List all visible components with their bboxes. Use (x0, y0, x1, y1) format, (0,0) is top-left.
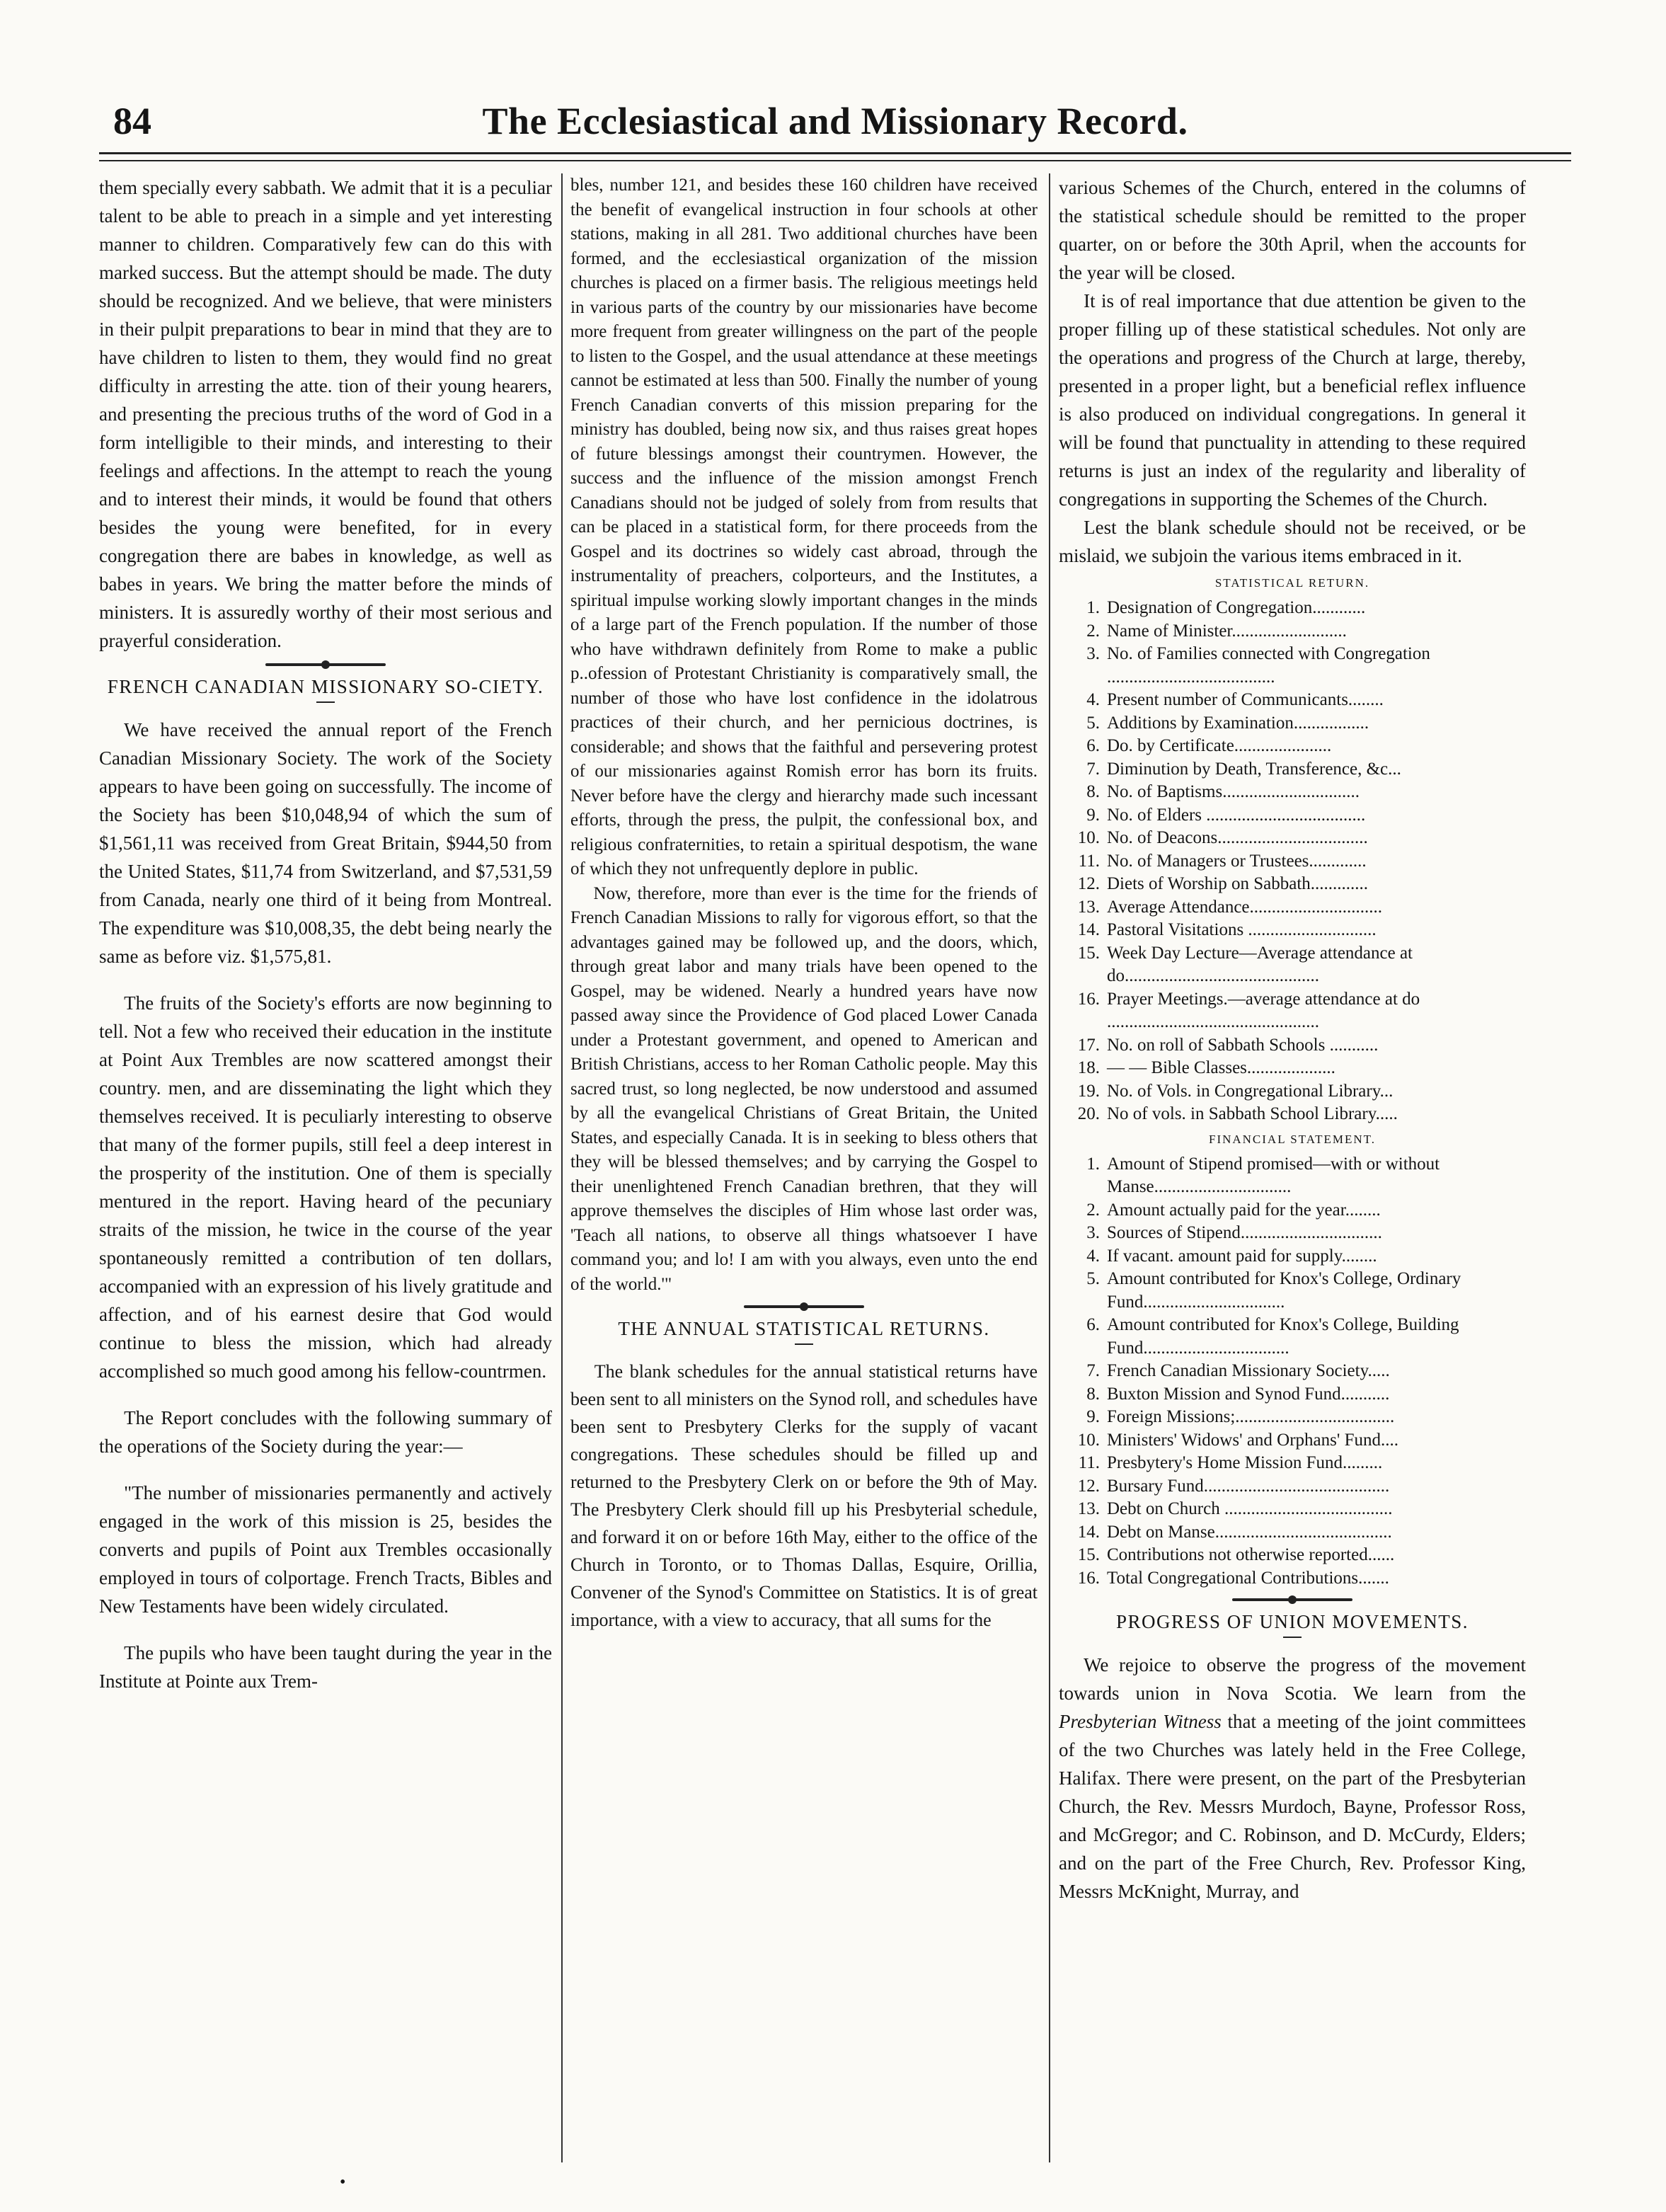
item-text: Presbytery's Home Mission Fund......... (1107, 1453, 1383, 1472)
list-item (1059, 1314, 1526, 1360)
item-text: Week Day Lecture—Average attendance at do............................................ (1107, 943, 1413, 985)
item-number: 11. (1078, 1453, 1100, 1472)
list-item (1059, 1498, 1526, 1521)
item-number: 14. (1077, 920, 1100, 939)
text-run: that a meeting of the joint committees of the two Churches was lately held in the Free College, Halifax. There were present, on the part of the Presbyterian Church, the Rev. Messrs Murdoch, Bayne, Professor Ross, and McGregor; and C. Robinson, and D. McCurdy, Elders; and on the part of the Free Church, Rev. Professor King, Messrs McKnight, Murray, and (1059, 1711, 1526, 1902)
item-text: Designation of Congregation............ (1107, 598, 1366, 617)
item-text: Foreign Missions;.................................... (1107, 1407, 1395, 1426)
header-rule-thin (99, 160, 1571, 161)
heading-dash (316, 701, 335, 703)
paragraph: bles, number 121, and besides these 160 children have received the benefit of evangelical instruction in four schools at other stations, making in all 281. Two additional churches have been formed, and the ecclesiastical organization of the mission churches is placed on a firmer basis. The religious meetings held in various parts of the country by our missionaries have become more frequent from greater willingness on the part of the people to listen to the Gospel, and the usual attendance at these meetings cannot be estimated at less than 500. Finally the number of young French Canadian converts of this mission preparing for the ministry has doubled, being now six, and thus raises great hopes of future blessings amongst their countrymen. However, the success and the influence of the mission amongst French Canadians should not be judged of solely from from results that can be placed in a statistical form, for there proceeds from the Gospel and its doctrines so widely cast abroad, through the instrumentality of preachers, colporteurs, and the Institutes, a spiritual impulse working slowly important changes in the minds of a large part of the French population. If the number of those who have withdrawn definitely from Rome to make a public p..ofession of Protestant Christianity is comparatively small, the number of those who have lost confidence in the idolatrous practices of their church, and her pernicious doctrines, is considerable; and shows that the faithful and persevering protest of our missionaries against Romish error has born its fruits. Never before have the clergy and hierarchy made such incessant efforts, through the press, the pulpit, the confessional box, and religious confraternities, to retain a spiritual despotism, the wane of which they not unfrequently deplore in public. (570, 176, 1038, 878)
column-1 (99, 173, 552, 1695)
item-text: Diets of Worship on Sabbath............. (1107, 874, 1369, 893)
item-text: No. on roll of Sabbath Schools ........... (1107, 1035, 1379, 1055)
financial-statement-list (1059, 1153, 1526, 1591)
paragraph: We have received the annual report of the French Canadian Missionary Society. The work of the Society appears to have been going on successfully. The income of the Society has been $10,048,94 of which the sum of $1,561,11 was received from Great Britain, $944,50 from the United States, $11,74 from Switzerland, and $7,531,59 from Canada, nearly one third of it being from Montreal. The expenditure was $10,008,35, the debt being nearly the same as before viz. $1,575,81. (99, 719, 552, 967)
column-2 (570, 173, 1038, 1634)
item-text: Do. by Certificate...................... (1107, 736, 1332, 755)
item-text: Amount contributed for Knox's College, Building Fund................................. (1107, 1315, 1459, 1358)
list-item (1059, 1521, 1526, 1545)
header-rule (99, 152, 1571, 154)
list-item (1059, 919, 1526, 942)
item-number: 6. (1086, 1315, 1100, 1334)
financial-statement-heading: FINANCIAL STATEMENT. (1208, 1132, 1376, 1146)
item-number: 13. (1077, 1499, 1100, 1518)
item-number: 15. (1077, 943, 1100, 963)
list-item (1059, 1406, 1526, 1429)
section-separator (265, 663, 386, 666)
list-item (1059, 1245, 1526, 1268)
item-text: No. of Elders .................................... (1107, 805, 1366, 825)
list-item (1059, 1222, 1526, 1245)
item-number: 7. (1086, 1361, 1100, 1380)
statistical-return-heading: STATISTICAL RETURN. (1214, 576, 1370, 590)
item-number: 7. (1086, 759, 1100, 779)
item-text: Name of Minister.......................... (1107, 621, 1347, 641)
column-3 (1059, 173, 1526, 1906)
list-item (1059, 988, 1526, 1034)
page-header (113, 99, 1557, 156)
paragraph: The pupils who have been taught during the year in the Institute at Pointe aux Trem- (99, 1642, 552, 1692)
running-title: The Ecclesiastical and Missionary Record. (482, 100, 1188, 142)
item-number: 5. (1086, 1269, 1100, 1288)
item-text: No. of Deacons.................................. (1107, 828, 1368, 847)
list-item (1059, 850, 1526, 873)
item-number: 19. (1077, 1081, 1100, 1101)
item-number: 17. (1077, 1035, 1100, 1055)
item-text: Average Attendance.............................. (1107, 897, 1383, 917)
item-number: 16. (1077, 989, 1100, 1009)
item-text: Debt on Church ...................................... (1107, 1499, 1393, 1518)
item-number: 1. (1086, 1154, 1100, 1174)
item-text: Additions by Examination................. (1107, 713, 1369, 733)
item-number: 4. (1086, 1246, 1100, 1266)
list-item (1059, 1567, 1526, 1591)
publication-title: Presbyterian Witness (1059, 1711, 1222, 1732)
item-number: 20. (1077, 1104, 1100, 1123)
statistical-return-list (1059, 597, 1526, 1126)
item-text: Diminution by Death, Transference, &c... (1107, 759, 1401, 779)
item-number: 6. (1086, 736, 1100, 755)
list-item (1059, 873, 1526, 896)
item-text: French Canadian Missionary Society..... (1107, 1361, 1390, 1380)
item-text: Contributions not otherwise reported...... (1107, 1545, 1395, 1564)
paragraph: It is of real importance that due attention be given to the proper filling up of these statistical schedules. Not only are the operations and progress of the Church at large, thereby, presented in a proper light, but a beneficial reflex influence is also produced on individual congregations. In general it will be found that punctuality in attending to these required returns is just an index of the regularity and liberality of congregations in supporting the Schemes of the Church. (1059, 290, 1526, 510)
item-number: 12. (1077, 874, 1100, 893)
item-number: 3. (1086, 1223, 1100, 1242)
list-item (1059, 597, 1526, 620)
section-separator (744, 1305, 864, 1308)
list-item (1059, 689, 1526, 712)
list-item (1059, 620, 1526, 643)
paragraph: The blank schedules for the annual statistical returns have been sent to all ministers on the Synod roll, and schedules have been sent to Presbytery Clerks for the supply of vacant congregations. These schedules should be filled up and returned to the Presbytery Clerk on or before the 9th of May. The Presbytery Clerk should fill up his Presbyterial schedule, and forward it on or before 16th May, either to the office of the Church in Toronto, or to Thomas Dallas, Esquire, Orillia, Convener of the Synod's Committee on Statistics. It is of great importance, with a view to accuracy, that all sums for the (570, 1361, 1038, 1630)
text-run: We rejoice to observe the progress of the movement towards union in Nova Scotia. We learn from the (1059, 1654, 1526, 1704)
item-number: 5. (1086, 713, 1100, 733)
paragraph: The Report concludes with the following summary of the operations of the Society during the year:— (99, 1407, 552, 1457)
list-item (1059, 1429, 1526, 1452)
item-text: Amount actually paid for the year........ (1107, 1200, 1381, 1220)
item-number: 10. (1077, 828, 1100, 847)
list-item (1059, 1452, 1526, 1475)
list-item (1059, 712, 1526, 735)
item-text: Amount contributed for Knox's College, Ordinary Fund................................ (1107, 1269, 1461, 1312)
item-number: 11. (1078, 851, 1100, 871)
list-item (1059, 1268, 1526, 1314)
item-number: 15. (1077, 1545, 1100, 1564)
list-item (1059, 1544, 1526, 1567)
list-item (1059, 827, 1526, 850)
item-number: 8. (1086, 782, 1100, 801)
column-divider (1049, 173, 1050, 2162)
section-heading-union-movements: PROGRESS OF UNION MOVEMENTS. (1115, 1611, 1469, 1632)
list-item (1059, 1383, 1526, 1406)
list-item (1059, 643, 1526, 689)
item-number: 10. (1077, 1430, 1100, 1450)
paragraph: various Schemes of the Church, entered in the columns of the statistical schedule should be remitted to the proper quarter, on or before the 30th April, when the accounts for the year will be closed. (1059, 177, 1526, 283)
item-number: 16. (1077, 1568, 1100, 1588)
item-number: 1. (1086, 598, 1100, 617)
paragraph (1059, 1651, 1526, 1906)
list-item (1059, 804, 1526, 827)
list-item (1059, 1360, 1526, 1383)
list-item (1059, 758, 1526, 781)
item-text: No. of Baptisms............................... (1107, 782, 1360, 801)
footer-mark: • (340, 2173, 346, 2191)
list-item (1059, 1057, 1526, 1080)
item-text: — — Bible Classes.................... (1107, 1058, 1335, 1077)
list-item (1059, 735, 1526, 758)
item-number: 4. (1086, 690, 1100, 709)
item-text: No. of Families connected with Congregation ...................................... (1107, 644, 1430, 687)
item-text: Prayer Meetings.—average attendance at do ................................................ (1107, 989, 1420, 1031)
list-item (1059, 1475, 1526, 1498)
paragraph: Now, therefore, more than ever is the time for the friends of French Canadian Missions to rally for vigorous effort, so that the advantages gained may be followed up, and the doors, which, through great labor and many trials have been opened to the Gospel, may be widened. Nearly a hundred years have now passed away since the Providence of God placed Lower Canada under a Protestant government, and opened to American and British Christians, access to her Roman Catholic people. May this sacred trust, so long neglected, be now understood and assumed by all the evangelical Christians of Great Britain, the United States, and especially Canada. It is in seeking to bless others that they will be blessed themselves; and by carrying the Gospel to their unenlightened French Canadian brethren, that they will approve themselves the disciples of Him whose last order was, 'Teach all nations, to observe all things whatsoever I have command you; and lo! I am with you always, even unto the end of the world.'" (570, 883, 1038, 1294)
paragraph: The fruits of the Society's efforts are now beginning to tell. Not a few who received their education in the institute at Point Aux Trembles are now scattered amongst their country. men, and are disseminating the light which they themselves received. It is peculiarly interesting to observe that many of the former pupils, still feel a deep interest in the prosperity of the institution. One of them is specially mentured in the report. Having heard of the pecuniary straits of the mission, he twice in the course of the year spontaneously remitted a contribution of ten dollars, accompanied with an expression of his lively gratitude and affection, and of his earnest desire that God would continue to bless the mission, which had already accomplished so much good among his fellow-countrmen. (99, 992, 552, 1382)
section-heading-statistical-returns: THE ANNUAL STATISTICAL RETURNS. (618, 1318, 990, 1339)
list-item (1059, 781, 1526, 804)
item-number: 13. (1077, 897, 1100, 917)
list-item (1059, 1080, 1526, 1104)
item-number: 14. (1077, 1522, 1100, 1542)
paragraph: "The number of missionaries permanently and actively engaged in the work of this mission is 25, besides the converts and pupils of Point aux Trembles occasionally employed in tours of colportage. French Tracts, Bibles and New Testaments have been widely circulated. (99, 1482, 552, 1617)
section-separator (1232, 1598, 1352, 1601)
heading-dash (1283, 1637, 1302, 1638)
list-item (1059, 1034, 1526, 1058)
list-item (1059, 1103, 1526, 1126)
item-text: Sources of Stipend................................ (1107, 1223, 1382, 1242)
item-number: 8. (1086, 1384, 1100, 1404)
item-number: 2. (1086, 621, 1100, 641)
paragraph: them specially every sabbath. We admit that it is a peculiar talent to be able to preach in a simple and yet interesting manner to children. Comparatively few can do this with marked success. But the attempt should be made. The duty should be recognized. And we believe, that were ministers in their pulpit preparations to bear in mind that they are to have children to listen to them, they would find no great difficulty in arresting the atte. tion of their young hearers, and presenting the precious truths of the word of God in a form intelligible to their minds, and interesting to their feelings and affections. In the attempt to reach the young and to interest their minds, it would be found that others besides the young were benefited, for in every congregation there are babes in knowledge, as well as babes in years. We bring the matter before the minds of ministers. It is assuredly worthy of their most serious and prayerful consideration. (99, 177, 552, 651)
item-text: Total Congregational Contributions....... (1107, 1568, 1389, 1588)
item-text: Ministers' Widows' and Orphans' Fund.... (1107, 1430, 1399, 1450)
item-text: Debt on Manse........................................ (1107, 1522, 1392, 1542)
list-item (1059, 942, 1526, 988)
item-number: 18. (1077, 1058, 1100, 1077)
item-text: If vacant. amount paid for supply........ (1107, 1246, 1377, 1266)
item-text: Amount of Stipend promised—with or without Manse............................... (1107, 1154, 1440, 1196)
list-item (1059, 1199, 1526, 1222)
list-item (1059, 1153, 1526, 1199)
item-text: No of vols. in Sabbath School Library..... (1107, 1104, 1398, 1123)
item-number: 12. (1077, 1476, 1100, 1496)
page-number: 84 (113, 100, 151, 142)
list-item (1059, 896, 1526, 919)
item-number: 9. (1086, 1407, 1100, 1426)
item-text: Buxton Mission and Synod Fund........... (1107, 1384, 1390, 1404)
item-number: 3. (1086, 644, 1100, 663)
section-heading-french-canadian: FRENCH CANADIAN MISSIONARY SO-CIETY. (107, 676, 544, 697)
column-divider (561, 173, 563, 2162)
heading-dash (795, 1343, 813, 1345)
item-text: Pastoral Visitations ............................. (1107, 920, 1377, 939)
item-number: 2. (1086, 1200, 1100, 1220)
item-text: Bursary Fund.......................................... (1107, 1476, 1390, 1496)
item-text: No. of Vols. in Congregational Library... (1107, 1081, 1394, 1101)
paragraph: Lest the blank schedule should not be received, or be mislaid, we subjoin the various items embraced in it. (1059, 517, 1526, 566)
item-text: Present number of Communicants........ (1107, 690, 1384, 709)
item-text: No. of Managers or Trustees............. (1107, 851, 1367, 871)
item-number: 9. (1086, 805, 1100, 825)
